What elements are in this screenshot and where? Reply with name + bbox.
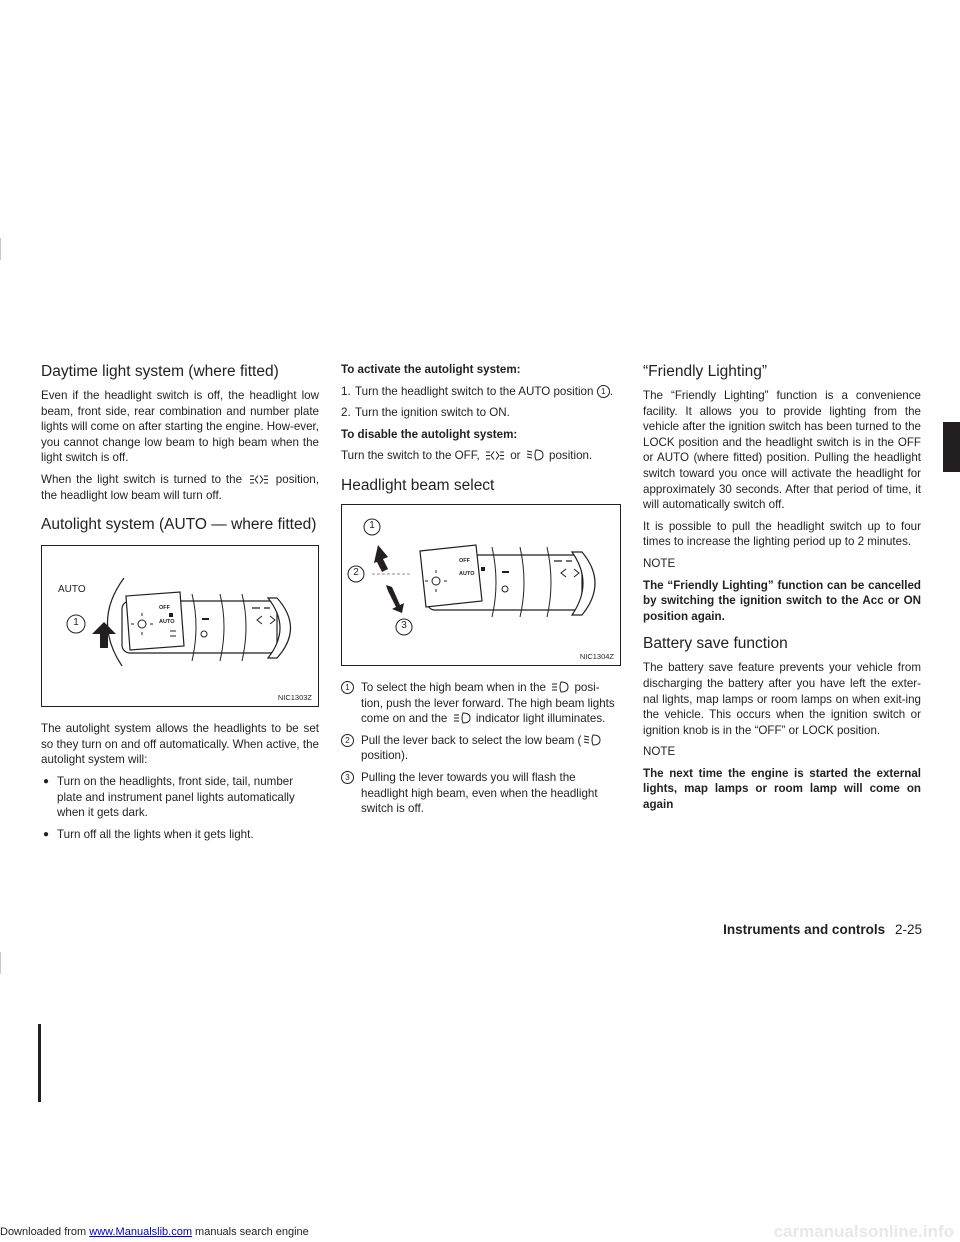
- heading-daytime-light: Daytime light system (where fitted): [41, 363, 279, 380]
- figure-code: NIC1303Z: [277, 693, 312, 703]
- paragraph-light-switch-turned: When the light switch is turned to the position, the headlight low beam will turn off.: [41, 472, 319, 502]
- note-text: The next time the engine is started the external lights, map lamps or room lamp will come on again: [643, 766, 921, 812]
- chapter-tab: [943, 422, 960, 472]
- list-item: 2. Turn the ignition switch to ON.: [341, 406, 510, 420]
- side-lights-icon: [485, 450, 505, 461]
- callout-circle: 2: [341, 734, 354, 747]
- heading-friendly-lighting: “Friendly Lighting”: [643, 363, 768, 380]
- list-item: 1. Turn the headlight switch to the AUTO position 1 .: [341, 384, 613, 398]
- headlight-beam-lever-illustration: [342, 505, 620, 665]
- activate-title: To activate the autolight system:: [341, 363, 521, 376]
- note-text: The “Friendly Lighting” function can be cancelled by switching the ignition switch to the Acc or ON position again.: [643, 578, 921, 623]
- figure-beam-select: [341, 504, 621, 666]
- figure-code: NIC1304Z: [579, 651, 614, 661]
- bullet: ●: [43, 828, 50, 840]
- low-beam-icon: [583, 734, 601, 746]
- headlight-switch-auto-illustration: [42, 546, 318, 706]
- watermark: carmanualsonline.info: [773, 1222, 954, 1241]
- paragraph-autolight: The autolight system allows the headlights to be set so they turn on and off automatically. When active, the autolight system will:: [41, 722, 319, 767]
- note-label: NOTE: [643, 556, 676, 570]
- disable-title: To disable the autolight system:: [341, 427, 518, 441]
- footer-page-number: 2-25: [894, 922, 922, 937]
- callout-circle: 3: [341, 771, 354, 784]
- switch-label-off: OFF: [459, 557, 470, 564]
- list-item: 1 To select the high beam when in the posi-tion, push the lever forward. The high beam lights come on and the indicator light illuminates.: [341, 680, 621, 727]
- figure-autolight-switch: [41, 545, 319, 707]
- download-bar: Downloaded from www.Manualslib.com manuals search engine: [0, 1226, 309, 1238]
- high-beam-indicator-icon: [453, 712, 471, 724]
- margin-bar: [38, 1024, 41, 1102]
- list-item: ● Turn off all the lights when it gets light.: [43, 827, 254, 841]
- column-right: [643, 362, 921, 819]
- list-item: 2 Pull the lever back to select the low beam (position).: [341, 733, 621, 764]
- heading-autolight: Autolight system (AUTO — where fitted): [41, 516, 317, 534]
- figure-callout-2: 2: [353, 566, 359, 578]
- heading-beam-select: Headlight beam select: [341, 476, 495, 494]
- figure-callout-3: 3: [401, 619, 407, 631]
- headlight-icon: [526, 449, 544, 461]
- heading-battery-save: Battery save function: [643, 635, 788, 653]
- manualslib-link[interactable]: www.Manualslib.com: [89, 1226, 192, 1238]
- paragraph-friendly-1: The “Friendly Lighting” function is a convenience facility. It allows you to provide lighting from the vehicle after the ignition switch has been turned to the LOCK position and the headlight switch is in the OFF or AUTO (where fitted) position. Pulling the headlight switch toward you once will activate the headlight for approximately 30 seconds. After that period of time, it will automatically switch off.: [643, 389, 921, 512]
- list-item: 3 Pulling the lever towards you will flash the headlight high beam, even when the headlight switch is off.: [341, 770, 621, 817]
- switch-label-off: OFF: [159, 605, 170, 612]
- list-item: ● Turn on the headlights, front side, tail, number plate and instrument panel lights automatically when it gets dark.: [43, 774, 295, 820]
- figure-callout-1: 1: [73, 617, 79, 629]
- bullet: ●: [43, 775, 50, 787]
- figure-callout-1: 1: [369, 519, 375, 531]
- high-beam-icon: [551, 681, 569, 693]
- callout-circle: 1: [597, 385, 610, 398]
- paragraph-battery: The battery save feature prevents your vehicle from discharging the battery after you have left the exter-nal lights, map lamps or room lamps on when exit-ing the vehicle. This occurs when the ignition switch or ignition knob is in the “OFF” or LOCK position.: [643, 661, 921, 737]
- paragraph-daytime: Even if the headlight switch is off, the headlight low beam, front side, rear combination and number plate lights will come on after starting the engine. How-ever, you cannot change low beam to high beam when the light switch is off.: [41, 389, 319, 465]
- switch-label-auto: AUTO: [159, 619, 175, 626]
- figure-label-auto: AUTO: [58, 584, 86, 596]
- note-label: NOTE: [643, 745, 676, 759]
- column-middle: [341, 362, 621, 823]
- side-lights-icon: [249, 474, 269, 485]
- column-left: [41, 362, 319, 848]
- switch-label-auto: AUTO: [459, 570, 475, 577]
- crop-mark: [0, 952, 1, 974]
- paragraph-friendly-2: It is possible to pull the headlight switch up to four times to increase the lighting period up to 2 minutes.: [643, 519, 921, 549]
- crop-mark: [0, 238, 1, 260]
- page-footer: [723, 922, 922, 937]
- footer-section: Instruments and controls: [723, 922, 886, 937]
- paragraph-disable: Turn the switch to the OFF, or position.: [341, 449, 593, 463]
- callout-circle: 1: [341, 681, 354, 694]
